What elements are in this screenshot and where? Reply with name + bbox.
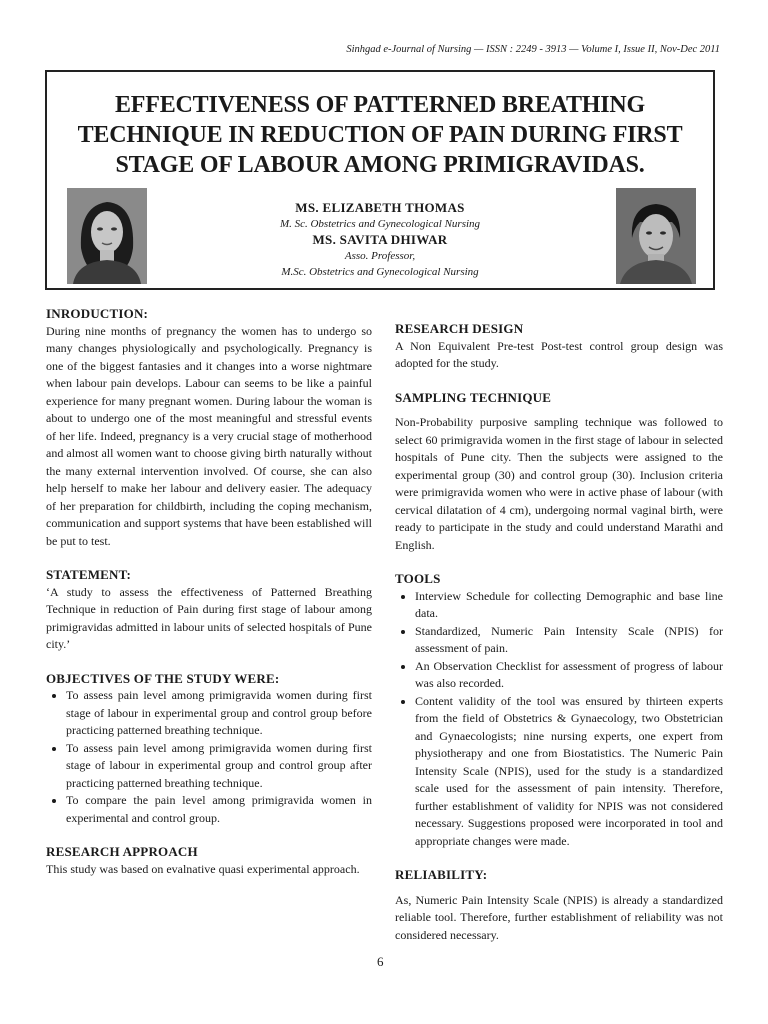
list-item: • To assess pain level among primigravida women during first stage of labour in experimental group and control group before practicing patterned breathing technique.: [66, 687, 372, 740]
objectives-heading: OBJECTIVES OF THE STUDY WERE:: [46, 670, 280, 686]
article-title: [47, 90, 713, 180]
statement-heading: STATEMENT:: [46, 567, 132, 582]
list-item: • Interview Schedule for collecting Demographic and base line data.: [415, 588, 723, 623]
sampling-heading: SAMPLING TECHNIQUE: [395, 389, 552, 405]
left-column: [46, 305, 372, 878]
reliability-text: As, Numeric Pain Intensity Scale (NPIS) is already a standardized reliable tool. Therefore, further establishment of reliability was not considered necessary.: [395, 892, 723, 942]
tools-list: [395, 588, 723, 851]
tools-heading: TOOLS: [395, 571, 441, 586]
title-box: [45, 70, 715, 290]
author-block: [227, 200, 533, 280]
objectives-list: [46, 687, 372, 827]
author-name: MS. SAVITA DHIWAR: [312, 232, 448, 247]
author-affiliation: M. Sc. Obstetrics and Gynecological Nursing: [279, 218, 481, 230]
title-line-3: STAGE OF LABOUR AMONG PRIMIGRAVIDAS.: [115, 152, 645, 178]
introduction-heading: INRODUCTION:: [46, 306, 149, 321]
journal-header: Sinhgad e-Journal of Nursing — ISSN : 2249 - 3913 — Volume I, Issue II, Nov-Dec 2011: [346, 44, 720, 55]
reliability-heading: RELIABILITY:: [395, 867, 488, 882]
author-photo-dhiwar: [616, 188, 696, 284]
author-name: MS. ELIZABETH THOMAS: [295, 200, 465, 215]
page-number: 6: [377, 954, 384, 969]
research-design-heading: RESEARCH DESIGN: [395, 321, 524, 336]
list-item: • Standardized, Numeric Pain Intensity Scale (NPIS) for assessment of pain.: [415, 623, 723, 658]
list-item: • To assess pain level among primigravida women during first stage of labour in experimental group and control group after practicing patterned breathing technique.: [66, 740, 372, 793]
list-item: • Content validity of the tool was ensured by thirteen experts from the field of Obstetrics & Gynaecology, two Obstetrician and Gynaecologists; nine nursing experts, one expert from physiotherapy and one from Biostatistics. The Numeric Pain Intensity Scale (NPIS), used for the study is a standardized scale used for the assessment of pain intensity. Therefore, further establishment of validity for NPIS was not considered necessary. Suggestions proposed were incorporated in tool and appropriate changes were made.: [415, 693, 723, 851]
author-affiliation: Asso. Professor,: [344, 250, 416, 262]
author-photo-thomas: [67, 188, 147, 284]
list-item: • An Observation Checklist for assessment of progress of labour was also recorded.: [415, 658, 723, 693]
research-approach-text: This study was based on evalnative quasi experimental approach.: [46, 861, 360, 876]
title-line-2: TECHNIQUE IN REDUCTION OF PAIN DURING FIRST: [77, 122, 683, 148]
author-affiliation: M.Sc. Obstetrics and Gynecological Nursing: [281, 266, 479, 278]
sampling-text: Non-Probability purposive sampling technique was followed to select 60 primigravida women in the first stage of labour in selected hospitals of Pune city. Then the subjects were assigned to the experimental group (30) and control group (30). Inclusion criteria were primigravida women who were in active phase of labour (with cervical dilatation of 4 cm), undergoing normal vaginal birth, were ready to participate in the study and could understand Marathi and English.: [395, 415, 723, 552]
list-item: • To compare the pain level among primigravida women in experimental and control group.: [66, 792, 372, 827]
title-line-1: EFFECTIVENESS OF PATTERNED BREATHING: [115, 92, 645, 118]
introduction-text: During nine months of pregnancy the women has to undergo so many changes physiologically and psychologically. Pregnancy is one of the biggest fantasies and it changes into a worse nightmare when labour pain develops. Labour can seems to be like a painful experience for many pregnant women. During labour the woman is about to undergo one of the most meaningful and stressful events of her life. Indeed, pregnancy is a very crucial stage of motherhood and almost all women want to choose giving birth naturally without the many external intervention involved. Of course, she can also help herself to make her labour and delivery easier. The adequacy of her preparation for childbirth, including the coping mechanism, communication and support systems that have been established will be put to test.: [46, 323, 372, 548]
research-approach-heading: RESEARCH APPROACH: [46, 844, 198, 859]
right-column: [395, 320, 723, 944]
statement-text: ‘A study to assess the effectiveness of Patterned Breathing Technique in reduction of Pain during first stage of labour among primigravidas admitted in labour units of selected hospitals of Pune city.’: [46, 584, 372, 651]
research-design-text: A Non Equivalent Pre-test Post-test control group design was adopted for the study.: [395, 338, 723, 370]
